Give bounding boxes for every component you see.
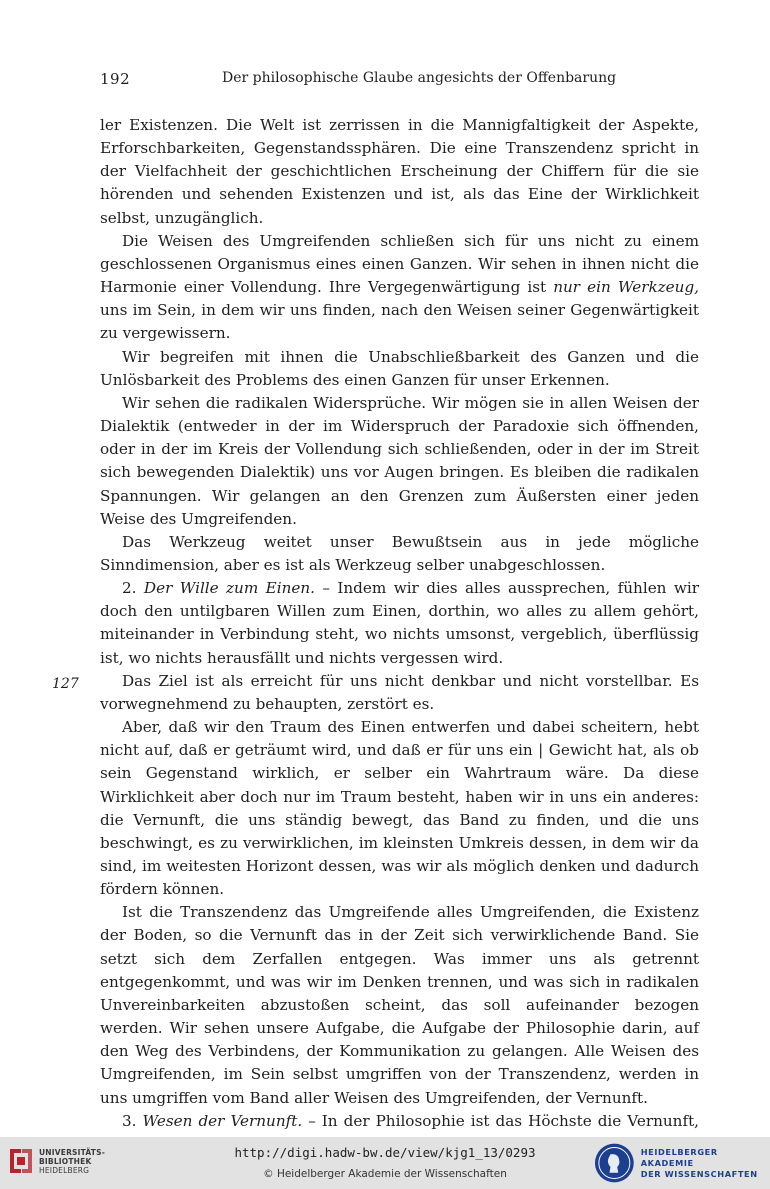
text-run: Ist die Transzendenz das Umgreifende alles Umgreifenden, die Existenz der Boden, so die Vernunft das in der Zeit sich verwirklichende Band. Sie setzt sich dem Zerfallen entgegen. Was immer uns als getrennt entgegenkommt, und was wir im Denken trennen, und was sich in radikalen Unvereinbarkeiten abzustoßen scheint, das soll aufeinander bezogen werden. Wir sehen unsere Aufgabe, die Aufgabe der Philosophie darin, auf den Weg des Verbindens, der Kommunikation zu gelangen. Alle Weisen des Umgreifenden, im Sein selbst umgriffen von der Transzendenz, werden in uns umgriffen vom Band aller Weisen des Umgreifenden, der Vernunft. [100,903,699,1107]
page-number: 192 [100,70,131,88]
library-name-line3: HEIDELBERG [39,1165,90,1175]
paragraph [100,901,699,1109]
italic-phrase: Wesen der Vernunft. [142,1111,303,1130]
text-run: Wir begreifen mit ihnen die Unabschließbarkeit des Ganzen und die Unlösbarkeit des Problems des einen Ganzen für unser Erkennen. [100,347,699,389]
text-run: Das Ziel ist als erreicht für uns nicht denkbar und nicht vorstellbar. Es vorwegnehmend zu behaupten, zerstört es. [100,671,699,713]
academy-name-line1: HEIDELBERGER AKADEMIE [640,1146,718,1168]
margin-page-reference: 127 [52,676,79,692]
copyright-notice: © Heidelberger Akademie der Wissenschaften [263,1168,507,1180]
text-run: Aber, daß wir den Traum des Einen entwerfen und dabei scheitern, hebt nicht auf, daß er geträumt wird, und daß er für uns ein | Gewicht hat, als ob sein Gegenstand wirklich, er selber ein Wahrtraum wäre. Da diese Wirklichkeit aber doch nur im Traum besteht, haben wir in uns ein anderes: die Vernunft, die uns ständig bewegt, das Band zu finden, und die uns beschwingt, es zu verwirklichen, im kleinsten Umkreis dessen, in dem wir da sind, im weitesten Horizont dessen, was wir als möglich denken und dadurch fördern können. [100,718,699,899]
paragraph [100,346,699,392]
text-run: Wir sehen die radikalen Widersprüche. Wir mögen sie in allen Weisen der Dialektik (entweder in der im Widerspruch der Paradoxie sich öffnenden, oder in der im Kreis der Vollendung sich schließenden, oder in der im Streit sich bewegenden Dialektik) uns vor Augen bringen. Es bleiben die radikalen Spannungen. Wir gelangen an den Grenzen zum Äußersten einer jeden Weise des Umgreifenden. [100,393,699,528]
paragraph [100,230,699,346]
permalink-url[interactable]: http://digi.hadw-bw.de/view/kjg1_13/0293 [234,1145,536,1160]
academy-name-line2: DER WISSENSCHAFTEN [640,1168,758,1179]
text-run: – Indem wir dies alles aussprechen, fühlen wir doch den untilgbaren Willen zum Einen, dorthin, wo alles zu allem gehört, miteinander in Verbindung steht, wo nichts umsonst, vergeblich, überflüssig ist, wo nichts herausfällt und nichts vergessen wird. [100,579,699,667]
academy-seal-icon [594,1142,635,1184]
italic-phrase: Der Wille zum Einen. [143,579,315,598]
text-run: 3. [122,1111,143,1130]
footer-bar [0,1137,770,1189]
running-head: Der philosophische Glaube angesichts der Offenbarung [222,70,617,86]
text-run: 2. [122,579,144,598]
text-run: uns im Sein, in dem wir uns finden, nach den Weisen seiner Gegenwärtigkeit zu vergewissern. [100,301,699,343]
paragraph [100,531,699,577]
body-text [100,114,699,1156]
paragraph [100,670,699,716]
library-name-line1: UNIVERSITÄTS- [39,1147,106,1157]
paragraph [100,114,699,230]
paragraph [100,716,699,901]
paragraph [100,577,699,670]
library-name-line2: BIBLIOTHEK [39,1156,92,1166]
text-run: Das Werkzeug weitet unser Bewußtsein aus in jede mögliche Sinndimension, aber es ist als Werkzeug selber unabgeschlossen. [100,532,699,574]
paragraph [100,392,699,531]
text-run: – In der Philosophie ist das Höchste die Vernunft, [308,1111,700,1130]
text-run: Die Weisen des Umgreifenden schließen sich für uns nicht zu einem geschlossenen Organismus eines einen Ganzen. Wir sehen in ihnen nicht die Harmonie einer Vollendung. Ihre Vergegenwärtigung ist [100,231,699,297]
italic-phrase: nur ein Werkzeug, [553,278,699,297]
text-run: ler Existenzen. Die Welt ist zerrissen in die Mannigfaltigkeit der Aspekte, Erforschbarkeiten, Gegenstandssphären. Die eine Transzendenz spricht in der Vielfachheit der geschichtlichen Erscheinung der Chiffern für die sie hörenden und sehenden Existenzen und ist, als das Eine der Wirklichkeit selbst, unzugänglich. [100,116,699,227]
academy-logo[interactable] [594,1142,770,1184]
